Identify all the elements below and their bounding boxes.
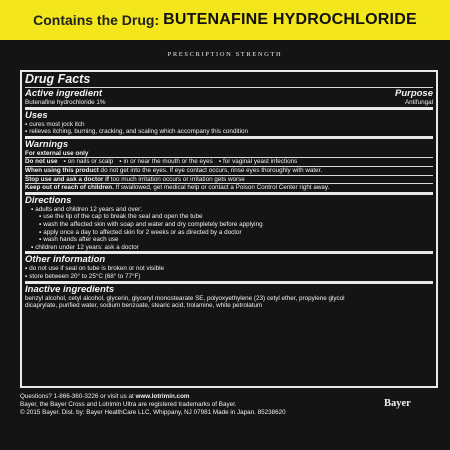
uses-item: ▪ cures most jock itch [25, 121, 433, 129]
stop-use-warning: Stop use and ask a doctor if too much irritation occurs or irritation gets worse [25, 175, 245, 183]
uses-item: ▪ relieves itching, burning, cracking, and scaling which accompany this condition [25, 128, 433, 136]
drug-facts-title: Drug Facts [25, 72, 91, 86]
purpose-value: Antifungal [404, 99, 433, 106]
active-ingredient-row [25, 99, 433, 107]
product-banner [0, 0, 450, 40]
directions-adults: ▪ adults and children 12 years and over: [25, 206, 433, 214]
other-information-item: ▪ store between 20° to 25°C (68° to 77°F) [25, 273, 433, 281]
directions-step: ▪ wash hands after each use [25, 236, 433, 244]
do-not-use-item: ▪ on nails or scalp [64, 158, 114, 166]
banner-drug-name: BUTENAFINE HYDROCHLORIDE [163, 11, 417, 28]
other-information-heading: Other information [25, 254, 106, 266]
active-ingredient-name: Butenafine hydrochloride 1% [25, 99, 106, 106]
inactive-ingredients-line: benzyl alcohol, cetyl alcohol, glycerin, glyceryl monostearate SE, polyoxyethylene (23) cetyl ether, propylene glycol [25, 294, 345, 302]
drug-facts-panel [20, 70, 438, 388]
do-not-use-item: ▪ in or near the mouth or the eyes [119, 158, 213, 166]
directions-step: ▪ wash the affected skin with soap and water and dry completely before applying [25, 221, 433, 229]
active-ingredient-heading: Active ingredient [25, 88, 103, 99]
directions-children: ▪ children under 12 years: ask a doctor [25, 244, 433, 252]
keep-out-of-reach-warning: Keep out of reach of children. If swallowed, get medical help or contact a Poison Control Center right away. [25, 184, 330, 192]
external-use-only: For external use only [25, 149, 89, 157]
do-not-use-item: ▪ for vaginal yeast infections [219, 158, 297, 166]
directions-step: ▪ apply once a day to affected skin for 2 weeks or as directed by a doctor [25, 229, 433, 237]
banner-lead: Contains the Drug: [33, 12, 160, 28]
trademarks-line: Bayer, the Bayer Cross and Lotrimin Ultra are registered trademarks of Bayer. [20, 400, 237, 408]
do-not-use-row [25, 158, 433, 166]
other-information-item: ▪ do not use if seal on tube is broken or not visible [25, 265, 433, 273]
website-url: www.lotrimin.com [135, 393, 190, 400]
questions-line: Questions? 1-866-360-3226 or visit us at www.lotrimin.com [20, 393, 190, 400]
package-footer [20, 393, 380, 416]
inactive-ingredients-heading: Inactive ingredients [25, 283, 115, 295]
bayer-logo-text: Bayer [384, 398, 411, 409]
when-using-warning: When using this product do not get into the eyes. If eye contact occurs, rinse eyes thoroughly with water. [25, 166, 323, 174]
uses-heading: Uses [25, 109, 48, 121]
warnings-heading: Warnings [25, 138, 69, 150]
active-ingredient-header [25, 88, 433, 99]
prescription-strength-label: PRESCRIPTION STRENGTH [167, 51, 283, 58]
directions-heading: Directions [25, 194, 72, 206]
directions-step: ▪ use the tip of the cap to break the seal and open the tube [25, 213, 433, 221]
do-not-use-label: Do not use [25, 158, 58, 166]
copyright-line: © 2015 Bayer. Dist. by: Bayer HealthCare LLC, Whippany, NJ 07981 Made in Japan. 85238620 [20, 408, 286, 416]
inactive-ingredients-line: dicaprylate, purified water, sodium benzoate, stearic acid, trolamine, white petrolatum [25, 302, 263, 310]
purpose-heading: Purpose [394, 88, 433, 99]
